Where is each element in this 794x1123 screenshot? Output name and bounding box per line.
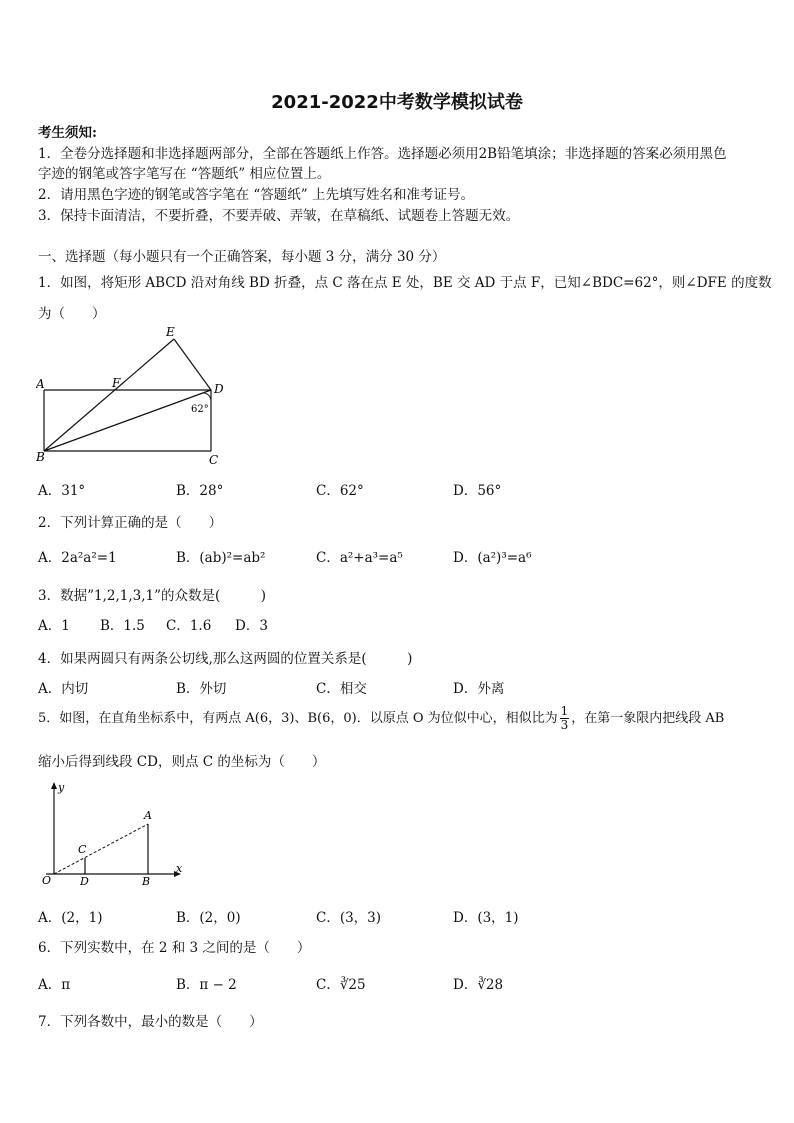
q1-stem: 1．如图，将矩形 ABCD 沿对角线 BD 折叠，点 C 落在点 E 处，BE 交 AD 于点 F，已知∠BDC=62°，则∠DFE 的度数 [38,275,772,291]
q6-option-a[interactable]: A．π [38,977,71,993]
q1-option-d[interactable]: D．56° [453,483,502,499]
q2-option-a[interactable]: A．2a²a²=1 [38,550,117,566]
q6-option-d[interactable]: D．∛28 [453,977,504,993]
point-c-label: C [78,843,87,856]
label-b: B [36,450,45,464]
q5-option-d[interactable]: D．(3，1) [453,910,519,926]
q1-option-b[interactable]: B．28° [176,483,224,499]
q4-option-b[interactable]: B．外切 [176,681,227,697]
label-d: D [214,382,224,396]
ratio-fraction [560,705,570,732]
q1-figure [36,325,231,470]
point-b-label: B [142,875,151,888]
q3-option-a[interactable]: A．1 [38,618,70,634]
q5-option-a[interactable]: A．(2，1) [38,910,103,926]
q5-figure [36,780,191,890]
q2-option-b[interactable]: B．(ab)²=ab² [176,550,266,566]
q5-stem-cont: 缩小后得到线段 CD，则点 C 的坐标为（ ） [38,754,326,770]
notice-heading: 考生须知: [38,125,97,141]
q6-option-b[interactable]: B．π − 2 [176,977,237,993]
q3-stem: 3．数据”1,2,1,3,1”的众数是( ) [38,588,267,604]
q5-stem-text-end: ，在第一象限内把线段 AB [571,711,725,726]
q6-option-c[interactable]: C．∛25 [316,977,366,993]
angle-label: 62° [191,404,209,415]
q4-option-c[interactable]: C．相交 [316,681,367,697]
section-heading: 一、选择题（每小题只有一个正确答案，每小题 3 分，满分 30 分） [38,249,446,265]
fraction-numerator: 1 [560,704,569,718]
q5-option-b[interactable]: B．(2，0) [176,910,241,926]
label-c: C [209,453,219,467]
q2-option-c[interactable]: C．a²+a³=a⁵ [316,550,403,566]
q3-option-b[interactable]: B．1.5 [100,618,145,634]
label-f: F [112,376,121,390]
q2-option-d[interactable]: D．(a²)³=a⁶ [453,550,532,566]
q3-option-c[interactable]: C．1.6 [166,618,212,634]
q1-option-a[interactable]: A．31° [38,483,86,499]
fraction-denominator: 3 [560,718,569,732]
q4-option-a[interactable]: A．内切 [38,681,89,697]
q3-option-d[interactable]: D．3 [235,618,268,634]
q4-option-d[interactable]: D．外离 [453,681,505,697]
axis-y-label: y [58,781,65,794]
label-e: E [166,325,175,339]
q4-stem: 4．如果两圆只有两条公切线,那么这两圆的位置关系是( ) [38,651,413,667]
notice-item-2: 2．请用黑色字迹的钢笔或答字笔在 “答题纸” 上先填写姓名和准考证号。 [38,187,474,203]
axis-x-label: x [176,862,183,875]
notice-item-1-cont: 字迹的钢笔或答字笔写在 “答题纸” 相应位置上。 [38,166,331,182]
point-a-label: A [144,809,152,822]
q5-stem-text: 5．如图，在直角坐标系中，有两点 A(6，3)、B(6，0)．以原点 O 为位似中心，相似比为 [38,711,558,726]
notice-item-3: 3．保持卡面清洁，不要折叠，不要弄破、弄皱，在草稿纸、试题卷上答题无效。 [38,208,520,224]
origin-label: O [42,874,52,887]
notice-item-1: 1．全卷分选择题和非选择题两部分，全部在答题纸上作答。选择题必须用2B铅笔填涂；非选择题的答案必须用黑色 [38,146,727,162]
q1-option-c[interactable]: C．62° [316,483,364,499]
label-a: A [36,377,45,391]
q5-option-c[interactable]: C．(3，3) [316,910,382,926]
q6-stem: 6．下列实数中，在 2 和 3 之间的是（ ） [38,940,311,956]
point-d-label: D [80,875,89,888]
page-title: 2021-2022中考数学模拟试卷 [271,92,523,113]
q5-stem [38,705,724,732]
q7-stem: 7．下列各数中，最小的数是（ ） [38,1014,263,1030]
q2-stem: 2．下列计算正确的是（ ） [38,515,223,531]
q1-stem-cont: 为（ ） [38,306,106,322]
